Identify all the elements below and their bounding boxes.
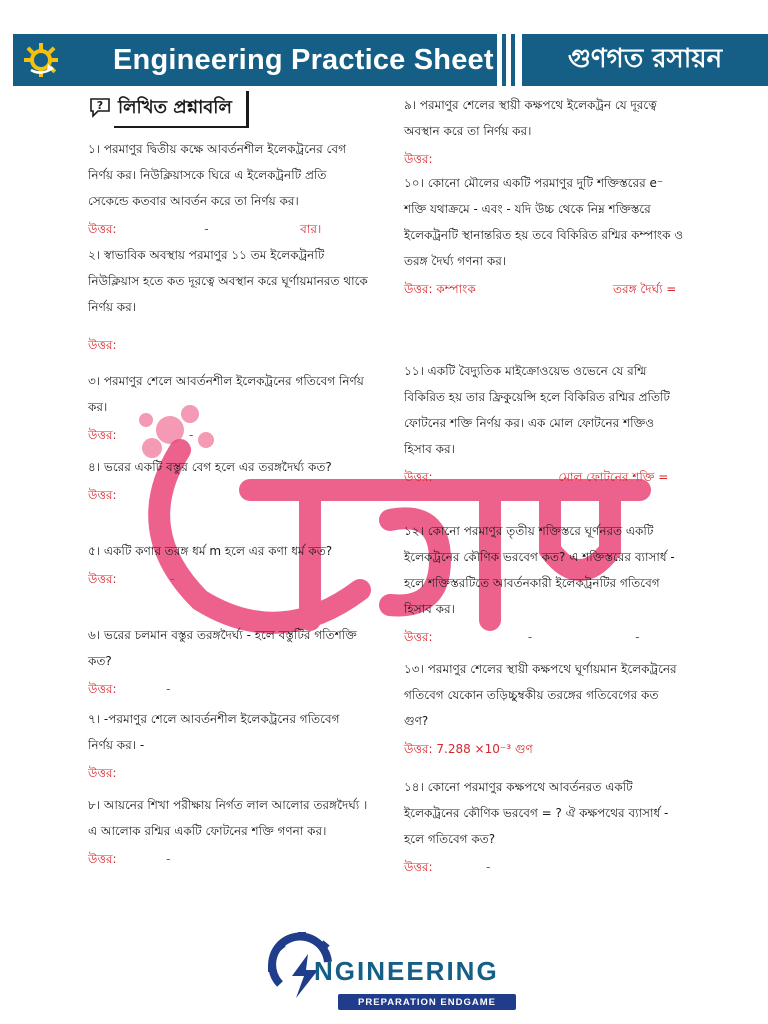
question-text: ৩। পরমাণুর শেলে আবর্তনশীল ইলেকট্রনের গতিবেগ নির্ণয় কর। bbox=[88, 374, 364, 414]
answer-line: উত্তর: - bbox=[88, 852, 171, 866]
question-7 bbox=[88, 706, 368, 782]
question-text: ৯। পরমাণুর শেলের স্থায়ী কক্ষপথে ইলেকট্রন যে দূরত্বে অবস্থান করে তা নির্ণয় কর। bbox=[404, 98, 657, 138]
question-9 bbox=[404, 92, 684, 168]
question-text: ১১। একটি বৈদ্যুতিক মাইক্রোওয়েভ ওভেনে যে রশ্মি বিকিরিত হয় তার ফ্রিকুয়েন্সি হলে বিকিরিত রশ্মির প্রতিটি ফোটনের শক্তি নির্ণয় কর। এক মোল ফোটনের শক্তিও হিসাব কর। bbox=[404, 364, 670, 456]
answer-line: উত্তর: bbox=[88, 488, 117, 502]
question-text: ২। স্বাভাবিক অবস্থায় পরমাণুর ১১ তম ইলেকট্রনটি নিউক্লিয়াস হতে কত দূরত্বে অবস্থান করে ঘূর্ণায়মানরত থাকে নির্ণয় কর। bbox=[88, 248, 368, 314]
header-divider-bars bbox=[500, 34, 518, 86]
footer-tagline-bar bbox=[338, 994, 516, 1010]
answer-line: উত্তর: - bbox=[88, 682, 171, 696]
question-text: ১০। কোনো মৌলের একটি পরমাণুর দুটি শক্তিস্তরের e⁻ শক্তি যথাক্রমে - এবং - যদি উচ্চ থেকে নিম্ন শক্তিস্তরে ইলেকট্রনটি স্থানান্তরিত হয় তবে বিকিরিত রশ্মির কম্পাংক ও তরঙ্গ দৈর্ঘ্য গণনা কর। bbox=[404, 176, 684, 268]
question-text: ১। পরমাণুর দ্বিতীয় কক্ষে আবর্তনশীল ইলেকট্রনের বেগ নির্ণয় কর। নিউক্লিয়াসকে ঘিরে এ ইলেকট্রনটি প্রতি সেকেন্ডে কতবার আবর্তন করে তা নির্ণয় কর। bbox=[88, 142, 346, 208]
answer-line: উত্তর: - bbox=[404, 860, 491, 874]
footer-tagline: PREPARATION ENDGAME bbox=[358, 996, 496, 1008]
question-1 bbox=[88, 136, 368, 238]
answer-line: উত্তর: 7.288 ×10⁻³ গুণ bbox=[404, 742, 533, 756]
question-8 bbox=[88, 792, 368, 868]
question-11 bbox=[404, 358, 684, 486]
question-text: ৮। আয়নের শিখা পরীক্ষায় নির্গত লাল আলোর তরঙ্গদৈর্ঘ্য । এ আলোক রশ্মির একটি ফোটনের শক্তি গণনা কর। bbox=[88, 798, 368, 838]
question-text: ৭। -পরমাণুর শেলে আবর্তনশীল ইলেকট্রনের গতিবেগ নির্ণয় কর। - bbox=[88, 712, 340, 752]
question-6 bbox=[88, 622, 368, 698]
question-3 bbox=[88, 368, 368, 444]
question-13 bbox=[404, 656, 684, 758]
question-12 bbox=[404, 518, 684, 646]
question-2 bbox=[88, 242, 368, 354]
answer-line: উত্তর: - - bbox=[404, 630, 640, 644]
header-title: Engineering Practice Sheet bbox=[113, 43, 494, 76]
question-10 bbox=[404, 170, 684, 298]
question-4 bbox=[88, 454, 368, 504]
section-title-text: লিখিত প্রশ্নাবলি bbox=[114, 91, 249, 128]
answer-line: উত্তর: - bbox=[88, 428, 194, 442]
header-subject: গুণগত রসায়ন bbox=[567, 44, 723, 74]
header-subject-bar bbox=[522, 34, 768, 86]
footer-logo bbox=[248, 928, 538, 1018]
footer-brand-word: NGINEERING bbox=[314, 956, 499, 986]
question-bubble-icon bbox=[88, 94, 114, 124]
question-text: ৫। একটি কণার তরঙ্গ ধর্ম m হলে এর কণা ধর্ম কত? bbox=[88, 544, 333, 558]
question-text: ১২। কোনো পরমাণুর তৃতীয় শক্তিস্তরে ঘূর্ণনরত একটি ইলেকট্রনের কৌণিক ভরবেগ কত? এ শক্তিস্তরের ব্যাসার্ধ - হলে শক্তিস্তরটিতে আবর্তনকারী ইলেকট্রনটির গতিবেগ হিসাব কর। bbox=[404, 524, 675, 616]
answer-line: উত্তর: bbox=[404, 152, 433, 166]
answer-line: উত্তর: - বার। bbox=[88, 222, 322, 236]
page-header bbox=[0, 34, 768, 86]
question-5 bbox=[88, 538, 368, 588]
header-title-bar bbox=[13, 34, 497, 86]
question-text: ১৩। পরমাণুর শেলের স্থায়ী কক্ষপথে ঘূর্ণায়মান ইলেকট্রনের গতিবেগ যেকোন তড়িচ্চুম্বকীয় তরঙ্গের গতিবেগের কত গুণ? bbox=[404, 662, 677, 728]
answer-line: উত্তর: bbox=[88, 338, 117, 352]
answer-line: উত্তর: bbox=[88, 766, 117, 780]
answer-line: উত্তর: কম্পাংক তরঙ্গ দৈর্ঘ্য = bbox=[404, 282, 677, 296]
answer-line: উত্তর: - bbox=[88, 572, 175, 586]
answer-line: উত্তর: মোল ফোটনের শক্তি = bbox=[404, 470, 669, 484]
question-14 bbox=[404, 774, 684, 876]
question-text: ১৪। কোনো পরমাণুর কক্ষপথে আবর্তনরত একটি ইলেকট্রনের কৌণিক ভরবেগ = ? ঐ কক্ষপথের ব্যাসার্ধ - হলে গতিবেগ কত? bbox=[404, 780, 669, 846]
svg-text:?: ? bbox=[96, 99, 104, 112]
section-title bbox=[88, 94, 249, 124]
gear-logo-icon bbox=[13, 34, 69, 86]
question-text: ৪। ভরের একটি বস্তুর বেগ হলে এর তরঙ্গদৈর্ঘ্য কত? bbox=[88, 460, 332, 474]
question-text: ৬। ভরের চলমান বস্তুর তরঙ্গদৈর্ঘ্য - হলে বস্তুটির গতিশক্তি কত? bbox=[88, 628, 357, 668]
